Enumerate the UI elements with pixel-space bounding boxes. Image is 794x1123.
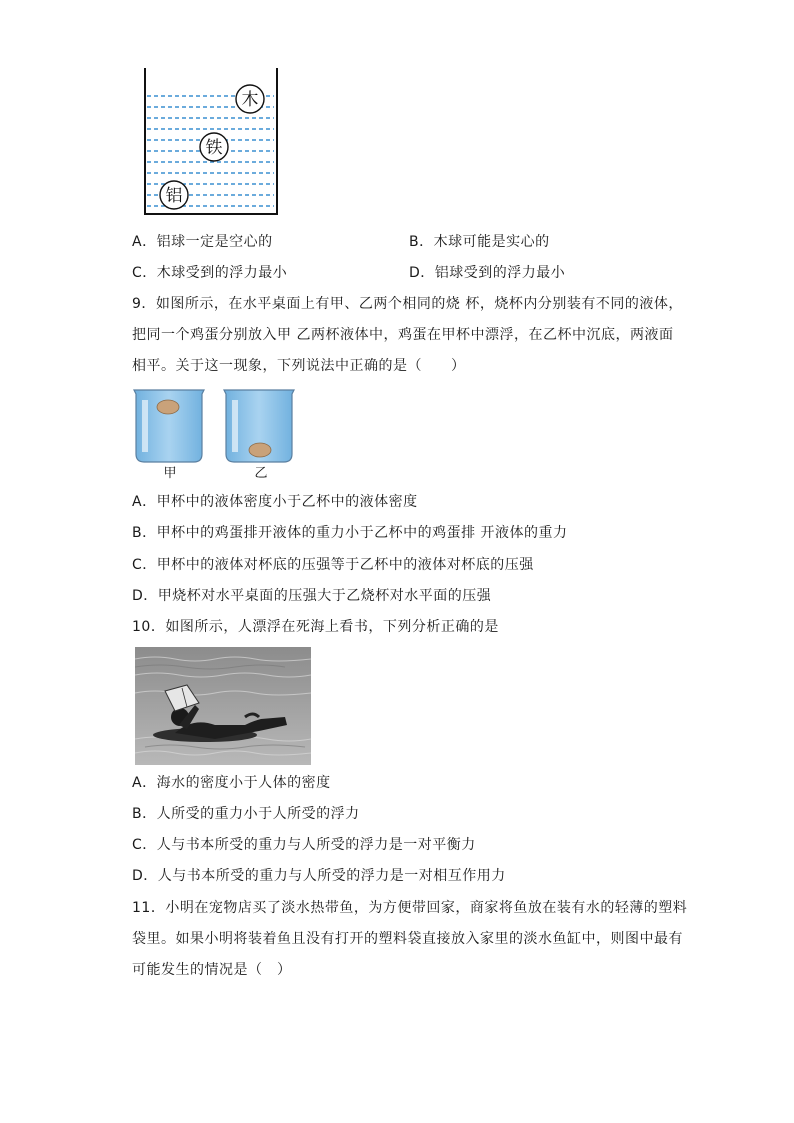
q9-stem-line-3: 相平。关于这一现象，下列说法中正确的是（ ） xyxy=(132,358,466,374)
beaker-yi xyxy=(224,390,294,462)
q9-option-b: B．甲杯中的鸡蛋排开液体的重力小于乙杯中的鸡蛋排 开液体的重力 xyxy=(132,525,568,541)
iron-ball xyxy=(200,133,228,161)
dead-sea-reader-image xyxy=(135,647,311,765)
q9-option-a: A．甲杯中的液体密度小于乙杯中的液体密度 xyxy=(132,494,418,510)
beaker-jia-label: 甲 xyxy=(163,466,177,481)
balls-container-diagram xyxy=(140,64,282,218)
aluminum-ball-label: 铝 xyxy=(165,186,183,206)
beakers-diagram xyxy=(132,386,302,481)
iron-ball-label: 铁 xyxy=(205,138,223,158)
q8-option-a: A．铝球一定是空心的 xyxy=(132,234,273,250)
q9-option-d: D．甲烧杯对水平桌面的压强大于乙烧杯对水平面的压强 xyxy=(132,588,492,604)
q9-stem-line-1: 9．如图所示，在水平桌面上有甲、乙两个相同的烧 杯，烧杯内分别装有不同的液体， xyxy=(132,296,683,312)
q11-stem-line-3: 可能发生的情况是（ ） xyxy=(132,962,292,978)
q9-stem-line-2: 把同一个鸡蛋分别放入甲 乙两杯液体中，鸡蛋在甲杯中漂浮，在乙杯中沉底，两液面 xyxy=(132,327,674,343)
q11-stem-line-1: 11．小明在宠物店买了淡水热带鱼，为方便带回家，商家将鱼放在装有水的轻薄的塑料 xyxy=(132,900,688,916)
q10-option-c: C．人与书本所受的重力与人所受的浮力是一对平衡力 xyxy=(132,837,476,853)
aluminum-ball xyxy=(160,181,188,209)
q9-option-c: C．甲杯中的液体对杯底的压强等于乙杯中的液体对杯底的压强 xyxy=(132,557,534,573)
egg-floating xyxy=(157,400,179,414)
beaker-jia xyxy=(134,390,204,462)
beaker-yi-label: 乙 xyxy=(254,466,268,481)
q8-option-b: B．木球可能是实心的 xyxy=(409,234,550,250)
wood-ball-label: 木 xyxy=(241,90,259,110)
wood-ball xyxy=(236,85,264,113)
figure-two-beakers xyxy=(132,386,302,481)
figure-dead-sea-photo xyxy=(135,647,311,765)
q8-option-d: D．铝球受到的浮力最小 xyxy=(409,265,566,281)
egg-sunk xyxy=(249,443,271,457)
q10-stem: 10．如图所示，人漂浮在死海上看书，下列分析正确的是 xyxy=(132,619,499,635)
figure-balls-in-water xyxy=(140,64,282,218)
q10-option-d: D．人与书本所受的重力与人所受的浮力是一对相互作用力 xyxy=(132,868,506,884)
q10-option-b: B．人所受的重力小于人所受的浮力 xyxy=(132,806,360,822)
q11-stem-line-2: 袋里。如果小明将装着鱼且没有打开的塑料袋直接放入家里的淡水鱼缸中，则图中最有 xyxy=(132,931,683,947)
q10-option-a: A．海水的密度小于人体的密度 xyxy=(132,775,331,791)
q8-option-c: C．木球受到的浮力最小 xyxy=(132,265,288,281)
